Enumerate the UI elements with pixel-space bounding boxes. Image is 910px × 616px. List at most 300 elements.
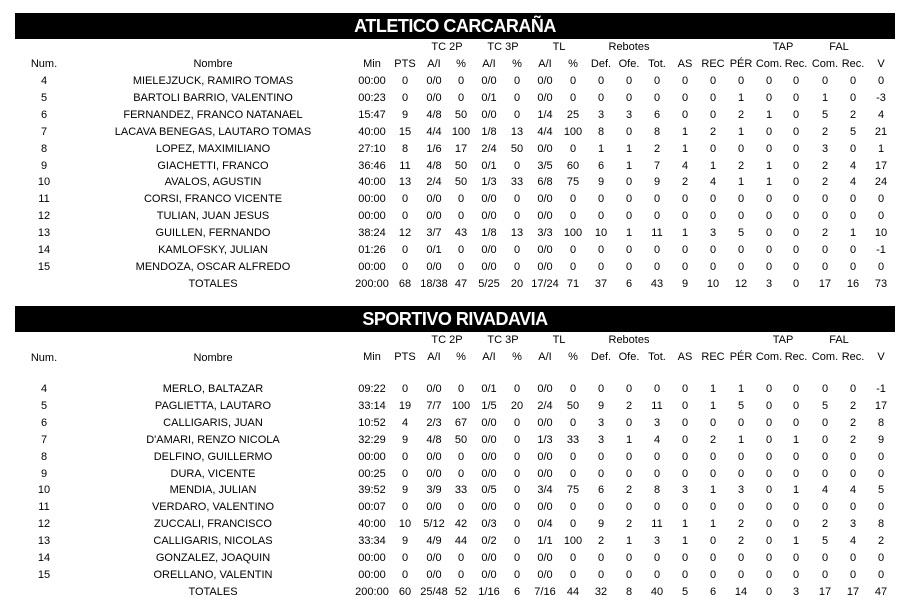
group-header-tc3: TC 3P: [487, 41, 519, 53]
cell-min: 15:47: [358, 108, 386, 121]
cell-tc3-pct: 13: [510, 227, 524, 240]
cell-tap-rec: 0: [792, 159, 800, 172]
cell-def: 9: [597, 176, 605, 189]
cell-tc2-pct: 33: [454, 484, 468, 497]
cell-nombre: GONZALEZ, JOAQUIN: [155, 552, 271, 564]
player-row: [15, 550, 895, 566]
cell-as: 0: [681, 75, 689, 87]
cell-fal-com: 3: [821, 142, 829, 155]
cell-v: 0: [877, 260, 885, 273]
cell-fal-rec: 0: [849, 260, 857, 273]
cell-tc2-pct: 0: [457, 552, 465, 564]
cell-tot: 0: [653, 383, 661, 395]
cell-fal-rec: 5: [849, 125, 857, 138]
cell-tl-pct: 0: [569, 193, 577, 206]
cell-tot: 43: [650, 277, 664, 290]
cell-pts: 0: [401, 75, 409, 87]
cell-num: 9: [40, 467, 48, 480]
column-header-pts: PTS: [394, 351, 416, 363]
cell-per: 0: [737, 210, 745, 223]
cell-tc2-pct: 50: [454, 108, 468, 121]
cell-fal-com: 4: [821, 484, 829, 497]
group-header-tap: TAP: [772, 41, 794, 53]
cell-tap-com: 0: [765, 416, 773, 429]
cell-tc3-ai: 2/4: [481, 142, 497, 155]
player-row: [15, 242, 895, 258]
column-header-min: Min: [363, 351, 381, 363]
cell-num: 11: [38, 193, 50, 206]
column-header-tl-pct: %: [568, 351, 578, 363]
cell-num: 8: [40, 450, 48, 463]
cell-tl-ai: 4/4: [537, 125, 553, 138]
cell-tl-pct: 0: [569, 501, 577, 514]
cell-nombre: D'AMARI, RENZO NICOLA: [146, 433, 280, 446]
player-row: [15, 415, 895, 431]
cell-fal-com: 0: [821, 244, 829, 256]
cell-tc2-ai: 18/38: [420, 277, 448, 290]
cell-tot: 4: [653, 433, 661, 446]
cell-tap-com: 0: [765, 585, 773, 598]
cell-ofe: 1: [625, 227, 633, 240]
cell-tl-pct: 25: [566, 108, 580, 121]
cell-tc3-ai: 0/1: [481, 383, 497, 395]
cell-fal-rec: 2: [849, 416, 857, 429]
cell-tap-rec: 0: [792, 568, 800, 581]
cell-fal-rec: 2: [849, 399, 857, 412]
team-name-header: ATLETICO CARCARAÑA: [15, 13, 895, 39]
cell-fal-com: 5: [821, 535, 829, 548]
cell-ofe: 0: [625, 501, 633, 514]
cell-per: 1: [737, 91, 745, 104]
cell-tl-pct: 0: [569, 244, 577, 256]
cell-min: 40:00: [358, 518, 386, 531]
cell-rec: 0: [709, 75, 717, 87]
cell-fal-rec: 2: [849, 108, 857, 121]
cell-def: 8: [597, 125, 605, 138]
cell-tot: 11: [651, 227, 663, 240]
column-header-num: Num.: [30, 58, 58, 70]
cell-tl-ai: 0/0: [537, 260, 553, 273]
cell-def: 0: [597, 75, 605, 87]
cell-def: 0: [597, 260, 605, 273]
cell-ofe: 0: [625, 552, 633, 564]
cell-tl-pct: 0: [569, 91, 577, 104]
column-header-rec: REC: [701, 58, 725, 70]
cell-tc2-pct: 50: [454, 159, 468, 172]
cell-v: 5: [877, 484, 885, 497]
cell-tap-rec: 0: [792, 210, 800, 223]
cell-ofe: 0: [625, 467, 633, 480]
cell-tc2-ai: 3/9: [426, 484, 442, 497]
cell-tot: 9: [653, 176, 661, 189]
cell-v: 8: [877, 416, 885, 429]
player-row: [15, 107, 895, 123]
cell-v: 4: [877, 108, 885, 121]
cell-v: 17: [874, 399, 888, 412]
cell-nombre: ORELLANO, VALENTIN: [153, 568, 273, 581]
cell-per: 0: [737, 552, 745, 564]
cell-num: 13: [37, 535, 51, 548]
cell-tot: 7: [653, 159, 661, 172]
cell-as: 1: [681, 535, 689, 548]
cell-nombre: KAMLOFSKY, JULIAN: [158, 244, 268, 256]
cell-pts: 0: [401, 210, 409, 223]
cell-def: 9: [597, 399, 605, 412]
cell-tap-rec: 0: [792, 176, 800, 189]
cell-tl-ai: 0/0: [537, 501, 553, 514]
cell-tl-pct: 100: [563, 227, 583, 240]
cell-min: 00:07: [358, 501, 386, 514]
cell-tc3-ai: 0/5: [481, 484, 497, 497]
cell-tc3-ai: 0/0: [481, 467, 497, 480]
cell-tc3-ai: 0/0: [481, 433, 497, 446]
cell-tap-rec: 0: [792, 416, 800, 429]
cell-tc3-pct: 0: [513, 501, 521, 514]
cell-tap-com: 0: [765, 244, 773, 256]
cell-num: 7: [40, 433, 48, 446]
cell-rec: 4: [709, 176, 717, 189]
cell-as: 2: [681, 176, 689, 189]
cell-as: 3: [681, 484, 689, 497]
cell-ofe: 0: [625, 416, 633, 429]
column-header-tl-pct: %: [568, 58, 578, 70]
cell-min: 200:00: [355, 585, 389, 598]
totals-row: [15, 276, 895, 292]
cell-pts: 19: [398, 399, 412, 412]
cell-ofe: 2: [625, 484, 633, 497]
cell-tc2-ai: 1/6: [426, 142, 442, 155]
column-header-tap-rec: Rec.: [784, 58, 808, 70]
cell-def: 0: [597, 193, 605, 206]
cell-min: 00:00: [358, 552, 386, 564]
cell-ofe: 1: [625, 159, 633, 172]
cell-num: 6: [40, 416, 48, 429]
cell-tl-ai: 3/3: [537, 227, 553, 240]
cell-tc2-ai: 0/0: [426, 552, 442, 564]
cell-fal-rec: 1: [849, 227, 857, 240]
column-header-fal-rec: Rec.: [841, 351, 865, 363]
cell-pts: 0: [401, 450, 409, 463]
cell-nombre: DURA, VICENTE: [170, 467, 256, 480]
cell-tap-rec: 0: [792, 260, 800, 273]
cell-tc3-ai: 1/3: [481, 176, 497, 189]
cell-as: 0: [681, 552, 689, 564]
cell-min: 09:22: [358, 383, 386, 395]
cell-tap-rec: 0: [792, 142, 800, 155]
cell-fal-com: 0: [821, 552, 829, 564]
cell-num: 12: [37, 210, 51, 223]
cell-tc3-ai: 0/0: [481, 75, 497, 87]
cell-min: 00:00: [358, 568, 386, 581]
cell-tc3-ai: 0/2: [481, 535, 497, 548]
cell-ofe: 2: [625, 518, 633, 531]
cell-v: 0: [877, 552, 885, 564]
cell-min: 00:00: [358, 260, 386, 273]
cell-fal-rec: 0: [849, 142, 857, 155]
cell-as: 4: [681, 159, 689, 172]
cell-rec: 1: [709, 518, 717, 531]
cell-tot: 11: [651, 399, 663, 412]
cell-per: 1: [737, 125, 745, 138]
cell-tap-rec: 0: [792, 383, 800, 395]
cell-nombre: MIELEJZUCK, RAMIRO TOMAS: [132, 75, 294, 87]
cell-tc2-ai: 0/0: [426, 193, 442, 206]
column-header-tl-ai: A/I: [538, 58, 552, 70]
cell-tap-com: 0: [765, 467, 773, 480]
player-row: [15, 158, 895, 174]
cell-num: 10: [37, 484, 51, 497]
cell-num: 15: [37, 568, 51, 581]
cell-v: 0: [877, 193, 885, 206]
cell-pts: 9: [401, 433, 409, 446]
cell-tc3-ai: 0/0: [481, 108, 497, 121]
cell-nombre: GIACHETTI, FRANCO: [157, 159, 269, 172]
column-header-as: AS: [677, 58, 693, 70]
cell-tc3-ai: 0/0: [481, 568, 497, 581]
cell-tap-rec: 0: [792, 450, 800, 463]
cell-fal-com: 0: [821, 433, 829, 446]
cell-pts: 9: [401, 484, 409, 497]
cell-tap-com: 0: [765, 501, 773, 514]
cell-as: 0: [681, 399, 689, 412]
player-row: [15, 259, 895, 275]
cell-per: 0: [737, 193, 745, 206]
cell-tap-com: 3: [765, 277, 773, 290]
cell-tl-ai: 0/0: [537, 552, 553, 564]
cell-pts: 0: [401, 193, 409, 206]
cell-tc2-pct: 0: [457, 568, 465, 581]
cell-tot: 0: [653, 75, 661, 87]
cell-def: 3: [597, 416, 605, 429]
cell-tc2-pct: 42: [454, 518, 468, 531]
group-header-fal: FAL: [829, 334, 849, 346]
cell-as: 1: [681, 142, 689, 155]
cell-tc3-pct: 20: [510, 399, 524, 412]
cell-tc2-ai: 4/4: [426, 125, 442, 138]
cell-v: 8: [877, 518, 885, 531]
cell-ofe: 1: [625, 142, 633, 155]
cell-pts: 11: [399, 159, 411, 172]
cell-tc2-pct: 0: [457, 501, 465, 514]
cell-pts: 10: [398, 518, 412, 531]
player-row: [15, 73, 895, 89]
cell-tc3-pct: 0: [513, 159, 521, 172]
cell-tap-rec: 1: [792, 484, 800, 497]
cell-tl-pct: 0: [569, 467, 577, 480]
cell-tc3-pct: 0: [513, 75, 521, 87]
column-header-tc3-ai: A/I: [482, 58, 496, 70]
player-row: [15, 90, 895, 106]
team-name-header: SPORTIVO RIVADAVIA: [15, 306, 895, 332]
cell-def: 0: [597, 383, 605, 395]
cell-nombre: CALLIGARIS, JUAN: [163, 416, 263, 429]
group-header-tl: TL: [552, 41, 566, 53]
cell-ofe: 0: [625, 176, 633, 189]
cell-per: 5: [737, 227, 745, 240]
cell-tc2-pct: 100: [451, 125, 471, 138]
cell-tc2-pct: 0: [457, 383, 465, 395]
column-header-as: AS: [677, 351, 693, 363]
totals-row: [15, 584, 895, 600]
cell-nombre: CORSI, FRANCO VICENTE: [143, 193, 283, 206]
cell-rec: 0: [709, 142, 717, 155]
cell-fal-rec: 2: [849, 433, 857, 446]
column-header-pts: PTS: [394, 58, 416, 70]
cell-fal-rec: 4: [849, 484, 857, 497]
cell-tap-com: 0: [765, 535, 773, 548]
cell-rec: 0: [709, 552, 717, 564]
column-header-def: Def.: [590, 351, 612, 363]
column-header-tc2-ai: A/I: [427, 351, 441, 363]
cell-rec: 1: [709, 399, 717, 412]
cell-tl-pct: 100: [563, 535, 583, 548]
cell-tap-com: 0: [765, 383, 773, 395]
cell-def: 6: [597, 484, 605, 497]
cell-tap-com: 0: [765, 450, 773, 463]
cell-tc3-ai: 0/0: [481, 416, 497, 429]
player-row: [15, 499, 895, 515]
cell-fal-rec: 0: [849, 501, 857, 514]
cell-min: 39:52: [358, 484, 386, 497]
cell-tc3-pct: 20: [510, 277, 524, 290]
cell-tap-com: 0: [765, 227, 773, 240]
cell-rec: 0: [709, 467, 717, 480]
cell-tl-ai: 7/16: [534, 585, 556, 598]
cell-tc3-ai: 0/1: [481, 91, 497, 104]
cell-tc2-pct: 67: [454, 416, 468, 429]
cell-tc3-ai: 1/5: [481, 399, 497, 412]
column-header-tc3-pct: %: [512, 58, 522, 70]
cell-pts: 0: [401, 501, 409, 514]
cell-tc2-ai: 0/0: [426, 260, 442, 273]
group-header-tl: TL: [552, 334, 566, 346]
player-row: [15, 398, 895, 414]
cell-ofe: 0: [625, 244, 633, 256]
column-header-per: PÉR: [729, 351, 753, 363]
cell-tc2-pct: 47: [454, 277, 468, 290]
cell-tot: 8: [653, 125, 661, 138]
cell-num: 11: [38, 501, 50, 514]
cell-tl-ai: 0/0: [537, 91, 553, 104]
cell-tap-rec: 0: [792, 91, 800, 104]
cell-num: 10: [37, 176, 51, 189]
cell-tot: 11: [651, 518, 663, 531]
cell-nombre: TOTALES: [188, 585, 238, 598]
cell-nombre: LOPEZ, MAXIMILIANO: [155, 142, 271, 155]
cell-tc3-ai: 0/0: [481, 244, 497, 256]
cell-min: 01:26: [358, 244, 386, 256]
cell-ofe: 0: [625, 383, 633, 395]
cell-pts: 68: [398, 277, 412, 290]
cell-tc2-ai: 0/0: [426, 450, 442, 463]
cell-tc3-pct: 0: [513, 260, 521, 273]
cell-min: 00:25: [358, 467, 386, 480]
cell-rec: 0: [709, 416, 717, 429]
cell-rec: 3: [709, 227, 717, 240]
cell-tot: 0: [653, 552, 661, 564]
cell-nombre: PAGLIETTA, LAUTARO: [154, 399, 272, 412]
group-header-tap: TAP: [772, 334, 794, 346]
cell-pts: 13: [398, 176, 412, 189]
cell-tl-ai: 17/24: [531, 277, 559, 290]
cell-fal-rec: 17: [846, 585, 860, 598]
cell-ofe: 0: [625, 210, 633, 223]
cell-min: 40:00: [358, 176, 386, 189]
cell-tc2-ai: 4/8: [426, 108, 442, 121]
cell-tc2-pct: 0: [457, 260, 465, 273]
cell-fal-com: 1: [821, 91, 829, 104]
cell-v: 24: [874, 176, 888, 189]
player-row: [15, 482, 895, 498]
cell-v: 1: [877, 142, 885, 155]
cell-tl-pct: 50: [566, 399, 580, 412]
cell-per: 3: [737, 484, 745, 497]
cell-tc3-pct: 0: [513, 568, 521, 581]
cell-min: 10:52: [358, 416, 386, 429]
column-header-num: Num.: [30, 352, 58, 364]
cell-tc2-pct: 43: [454, 227, 468, 240]
cell-tc3-ai: 0/3: [481, 518, 497, 531]
cell-tap-com: 1: [765, 108, 773, 121]
cell-tot: 40: [650, 585, 664, 598]
cell-v: 0: [877, 75, 885, 87]
group-header-fal: FAL: [829, 41, 849, 53]
cell-tot: 3: [653, 535, 661, 548]
cell-tc3-pct: 0: [513, 467, 521, 480]
cell-tc2-ai: 0/0: [426, 501, 442, 514]
column-header-min: Min: [363, 58, 381, 70]
cell-def: 0: [597, 244, 605, 256]
cell-tc3-ai: 1/16: [478, 585, 500, 598]
cell-tc3-pct: 50: [510, 142, 524, 155]
column-header-tc3-ai: A/I: [482, 351, 496, 363]
column-header-ofe: Ofe.: [618, 58, 640, 70]
cell-tc3-ai: 0/0: [481, 193, 497, 206]
cell-per: 0: [737, 568, 745, 581]
cell-tc2-ai: 3/7: [426, 227, 442, 240]
cell-tl-ai: 6/8: [537, 176, 553, 189]
cell-def: 0: [597, 450, 605, 463]
cell-v: 0: [877, 210, 885, 223]
group-header-rebotes: Rebotes: [608, 41, 650, 53]
cell-rec: 0: [709, 568, 717, 581]
cell-def: 2: [597, 535, 605, 548]
cell-v: 0: [877, 450, 885, 463]
cell-nombre: AVALOS, AGUSTIN: [164, 176, 262, 189]
cell-ofe: 1: [625, 433, 633, 446]
column-header-tot: Tot.: [648, 58, 666, 70]
cell-tap-rec: 0: [792, 244, 800, 256]
cell-def: 0: [597, 91, 605, 104]
cell-tot: 2: [653, 142, 661, 155]
cell-tc2-ai: 0/0: [426, 568, 442, 581]
cell-per: 0: [737, 244, 745, 256]
player-row: [15, 124, 895, 140]
cell-tl-ai: 0/0: [537, 568, 553, 581]
cell-tap-rec: 0: [792, 227, 800, 240]
cell-tc2-ai: 7/7: [426, 399, 442, 412]
cell-per: 2: [737, 535, 745, 548]
cell-tap-com: 0: [765, 568, 773, 581]
cell-tc3-ai: 0/0: [481, 501, 497, 514]
cell-ofe: 2: [625, 399, 633, 412]
group-header-row: [15, 39, 895, 55]
cell-ofe: 0: [625, 193, 633, 206]
cell-fal-rec: 0: [849, 91, 857, 104]
cell-tc3-pct: 0: [513, 518, 521, 531]
cell-pts: 0: [401, 552, 409, 564]
cell-tl-pct: 60: [566, 159, 580, 172]
